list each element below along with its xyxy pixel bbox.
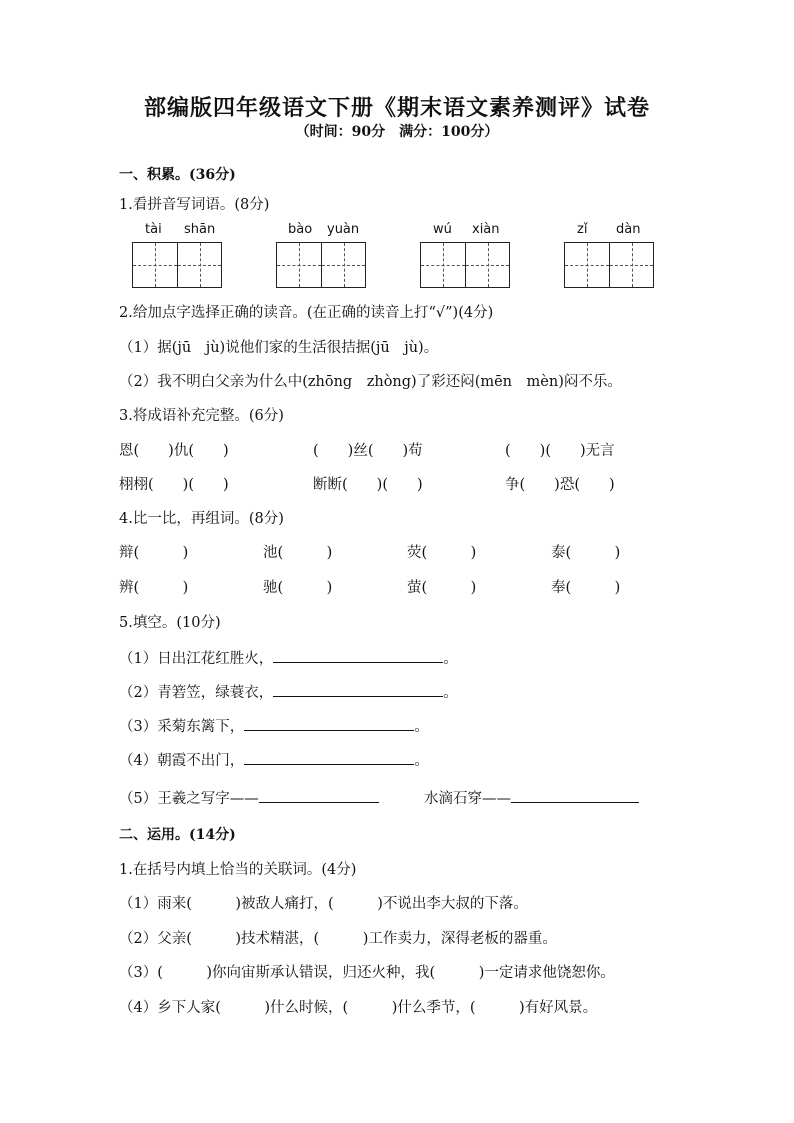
question-prompt: 5.填空。(10分) (119, 615, 221, 631)
answer-blank[interactable] (244, 714, 414, 731)
fill-line-text: （3）采菊东篱下， (119, 719, 245, 735)
word-pair: 奉( ) (551, 580, 621, 596)
question-line: （2）我不明白父亲为什么中(zhōng zhòng)了彩还闷(mēn mèn)闷不乐。 (119, 374, 622, 390)
fill-line-text: 水滴石穿—— (424, 791, 511, 807)
word-pair: 辨( ) (119, 580, 189, 596)
fill-line (119, 714, 429, 736)
pinyin-label: shān (184, 222, 216, 237)
writing-grid[interactable] (276, 242, 366, 288)
pinyin-label: dàn (616, 222, 641, 237)
section-heading: 一、积累。(36分) (119, 167, 236, 183)
fill-line-text: （2）青箬笠，绿蓑衣， (119, 685, 274, 701)
question-prompt: 3.将成语补充完整。(6分) (119, 408, 284, 424)
idiom-blank: 断断( )( ) (313, 477, 423, 493)
idiom-blank: 恩( )仇( ) (119, 443, 229, 459)
answer-blank[interactable] (259, 786, 379, 803)
writing-grid[interactable] (132, 242, 222, 288)
idiom-blank: 栩栩( )( ) (119, 477, 229, 493)
pinyin-label: bào (288, 222, 313, 237)
question-line: （4）乡下人家( )什么时候，( )什么季节，( )有好风景。 (119, 1000, 598, 1016)
fill-line-text: （4）朝霞不出门， (119, 753, 245, 769)
writing-grid[interactable] (564, 242, 654, 288)
word-pair: 辩( ) (119, 545, 189, 561)
pinyin-label: xiàn (472, 222, 500, 237)
fill-line-text: （5）王羲之写字—— (119, 791, 259, 807)
pinyin-label: tài (145, 222, 162, 237)
question-prompt: 1.看拼音写词语。(8分) (119, 197, 270, 213)
question-prompt: 2.给加点字选择正确的读音。(在正确的读音上打“√”)(4分) (119, 305, 494, 321)
fill-line (424, 786, 639, 808)
fill-line-text: （1）日出江花红胜火， (119, 651, 274, 667)
answer-blank[interactable] (273, 680, 443, 697)
fill-line (119, 646, 458, 668)
word-pair: 驰( ) (263, 580, 333, 596)
question-prompt: 1.在括号内填上恰当的关联词。(4分) (119, 862, 357, 878)
word-pair: 萤( ) (407, 580, 477, 596)
question-line: （2）父亲( )技术精湛，( )工作卖力，深得老板的器重。 (119, 931, 557, 947)
fill-line-end: 。 (443, 685, 458, 701)
question-line: （3）( )你向宙斯承认错误，归还火种，我( )一定请求他饶恕你。 (119, 965, 615, 981)
fill-line-end: 。 (443, 651, 458, 667)
writing-grid[interactable] (420, 242, 510, 288)
idiom-blank: ( )丝( )苟 (313, 443, 423, 459)
pinyin-label: zǐ (577, 222, 588, 237)
answer-blank[interactable] (511, 786, 639, 803)
idiom-blank: 争( )恐( ) (505, 477, 615, 493)
pinyin-label: yuàn (327, 222, 360, 237)
page-subtitle: （时间：90分 满分：100分） (295, 124, 499, 140)
fill-line (119, 748, 429, 770)
word-pair: 池( ) (263, 545, 333, 561)
idiom-blank: ( )( )无言 (505, 443, 615, 459)
answer-blank[interactable] (244, 748, 414, 765)
section-heading: 二、运用。(14分) (119, 827, 236, 843)
fill-line (119, 786, 379, 808)
fill-line (119, 680, 458, 702)
question-prompt: 4.比一比，再组词。(8分) (119, 511, 284, 527)
question-line: （1）据(jū jù)说他们家的生活很拮据(jū jù)。 (119, 340, 439, 356)
page-title: 部编版四年级语文下册《期末语文素养测评》试卷 (143, 95, 650, 121)
question-line: （1）雨来( )被敌人痛打，( )不说出李大叔的下落。 (119, 896, 528, 912)
word-pair: 泰( ) (551, 545, 621, 561)
word-pair: 荧( ) (407, 545, 477, 561)
fill-line-end: 。 (414, 719, 429, 735)
fill-line-end: 。 (414, 753, 429, 769)
answer-blank[interactable] (273, 646, 443, 663)
pinyin-label: wú (433, 222, 452, 237)
